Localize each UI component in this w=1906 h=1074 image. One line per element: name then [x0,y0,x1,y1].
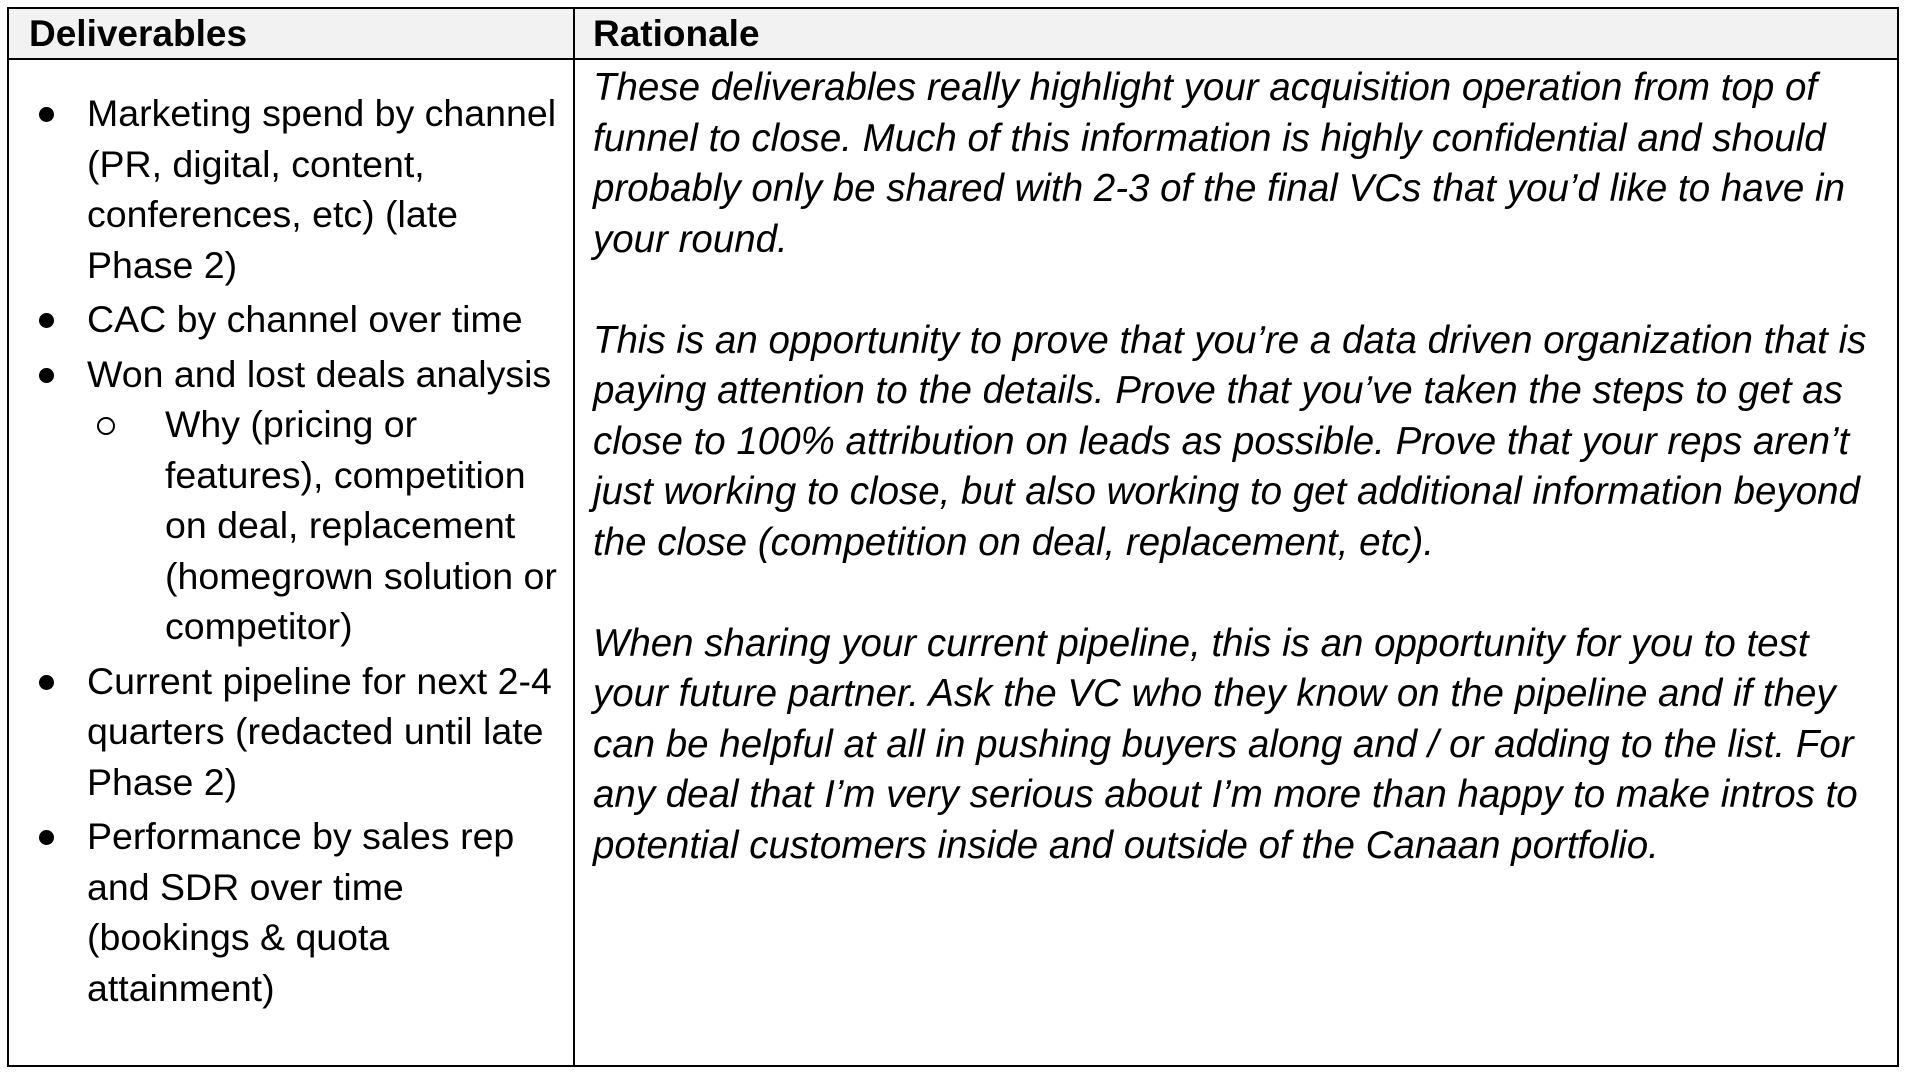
header-deliverables: Deliverables [9,9,575,60]
list-item [9,294,563,345]
bullet-dot-icon [39,675,54,690]
deliverables-cell [9,60,575,1065]
deliverable-text: Current pipeline for next 2-4 quarters (redacted until late Phase 2) [87,659,552,803]
bullet-dot-icon [39,830,54,845]
rationale-paragraph: When sharing your current pipeline, this is an opportunity for you to test your future partner. Ask the VC who they know on the pipeline and if they can be helpful at all in pushing buyers along and / or adding to the list. For any deal that I’m very serious about I’m more than happy to make intros to potential customers inside and outside of the Canaan portfolio. [593,621,1858,867]
deliverable-text: CAC by channel over time [87,298,523,340]
deliverable-text: Performance by sales rep and SDR over time (bookings & quota attainment) [87,815,515,1009]
deliverables-list [9,88,563,1013]
bullet-dot-icon [39,313,54,328]
bullet-dot-icon [39,368,54,383]
sub-list-item [87,399,563,652]
header-rationale: Rationale [575,9,1897,60]
sub-deliverable-text: Why (pricing or features), competition on deal, replacement (homegrown solution or competitor) [165,403,557,647]
list-item [9,656,563,808]
rationale-paragraph: These deliverables really highlight your acquisition operation from top of funnel to close. Much of this information is highly confidential and should probably only be shared with 2-3 of the final VCs that you’d like to have in your round. [593,66,1845,261]
sub-list [87,399,563,652]
list-item [9,811,563,1013]
deliverable-text: Won and lost deals analysis [87,352,552,395]
bullet-circle-icon [97,417,115,435]
list-item [9,349,563,652]
rationale-cell [575,60,1897,1065]
deliverables-rationale-table [7,7,1899,1067]
rationale-paragraph: This is an opportunity to prove that you’re a data driven organization that is paying attention to the details. Prove that you’ve taken the steps to get as close to 100% attribution on leads as possible. Prove that your reps aren’t just working to close, but also working to get additional information beyond the close (competition on deal, replacement, etc). [593,318,1867,564]
bullet-dot-icon [39,107,54,122]
list-item [9,88,563,290]
deliverable-text: Marketing spend by channel (PR, digital, content, conferences, etc) (late Phase 2) [87,92,557,286]
